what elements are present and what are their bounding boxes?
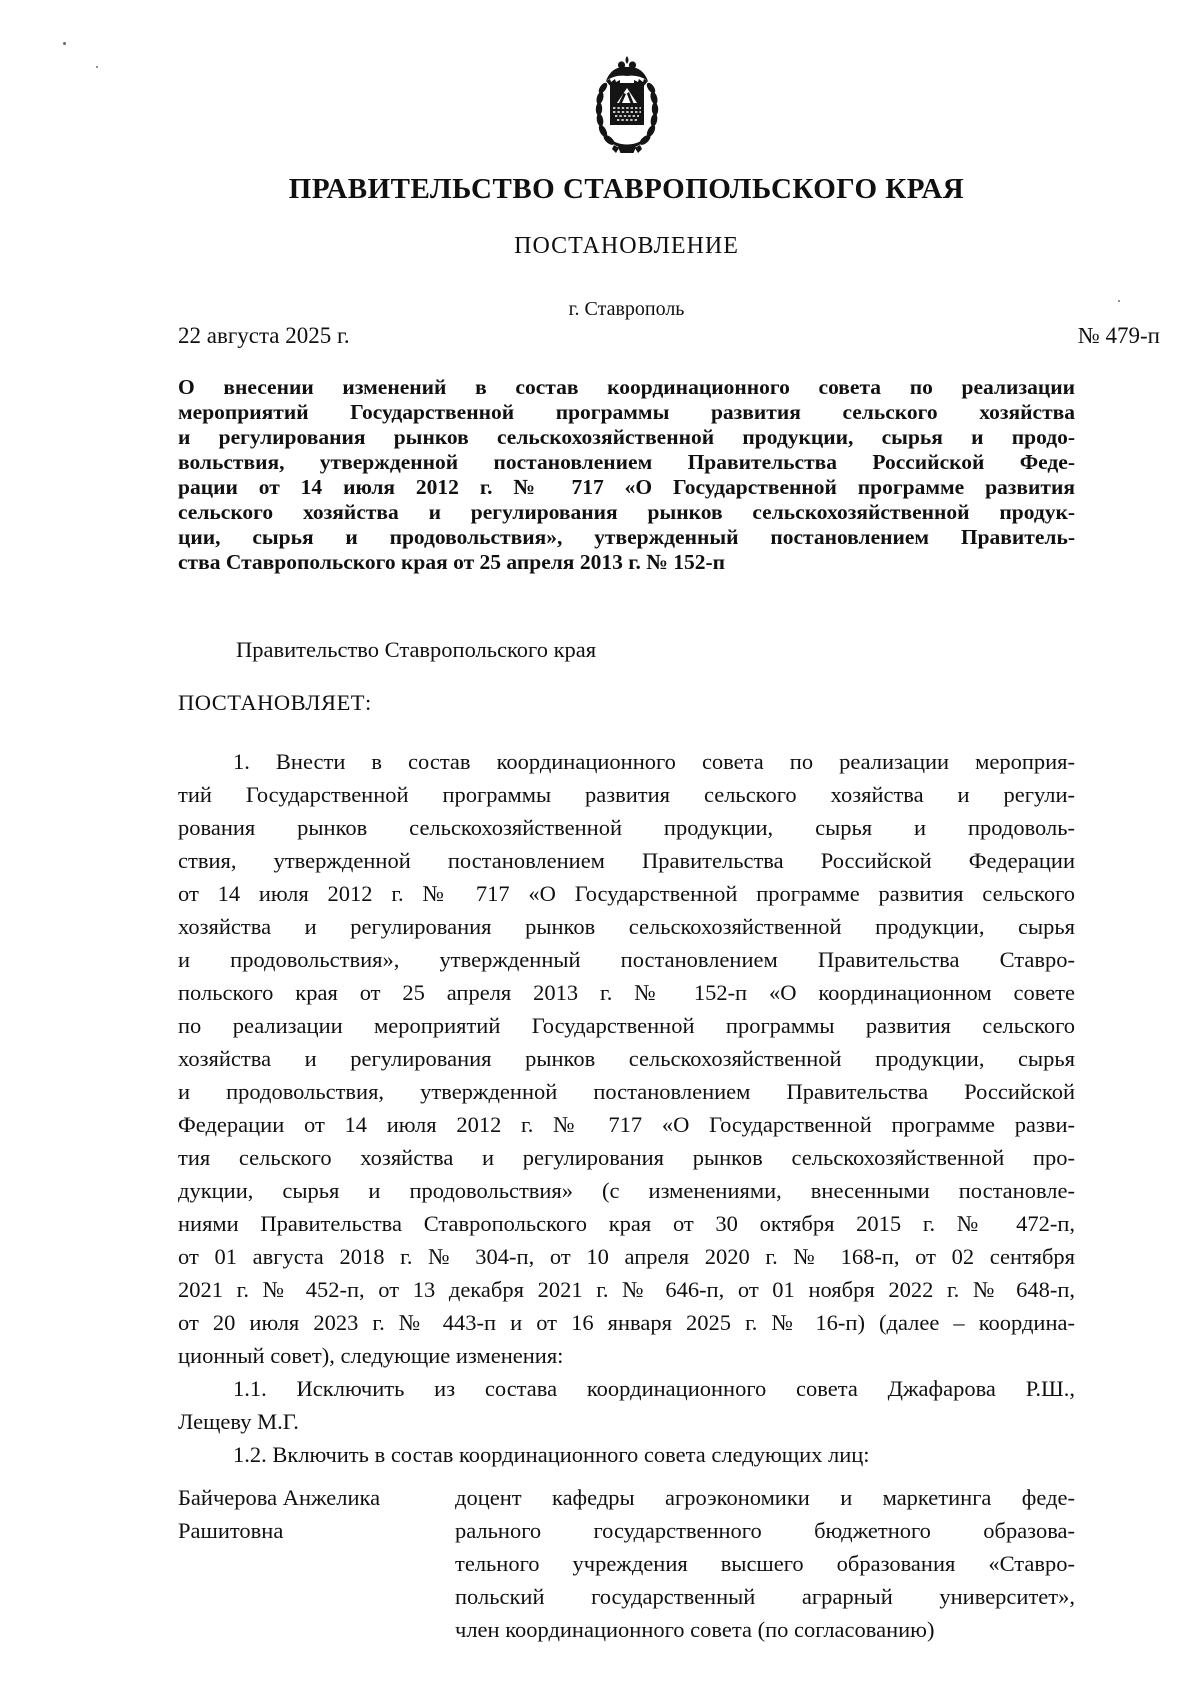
text-line: член координационного совета (по согласованию) <box>455 1617 935 1642</box>
date-number-row <box>178 323 1160 349</box>
text-line: польского края от 25 апреля 2013 г. № 152-п «О координационном совете <box>178 980 1075 1005</box>
scan-speck <box>1118 300 1120 302</box>
text-line: дукции, сырья и продовольствия» (с изменениями, внесенными постановле- <box>178 1178 1075 1203</box>
scan-speck <box>63 42 66 45</box>
document-number: № 479-п <box>1077 323 1160 348</box>
text-line: от 14 июля 2012 г. № 717 «О Государственной программе развития сельского <box>178 881 1075 906</box>
text-line: доцент кафедры агроэкономики и маркетинга феде- <box>455 1485 1075 1510</box>
text-line: и продовольствия, утвержденной постановлением Правительства Российской <box>178 1079 1075 1104</box>
text-line: Лещеву М.Г. <box>178 1409 299 1434</box>
text-line: 1. Внести в состав координационного совета по реализации мероприя- <box>233 749 1075 774</box>
text-line: ства Ставропольского края от 25 апреля 2013 г. № 152-п <box>178 550 726 574</box>
text-line: 1.1. Исключить из состава координационного совета Джафарова Р.Ш., <box>233 1376 1075 1401</box>
text-line: тий Государственной программы развития сельского хозяйства и регули- <box>178 782 1075 807</box>
text-line: польский государственный аграрный университет», <box>455 1584 1075 1609</box>
text-line: хозяйства и регулирования рынков сельскохозяйственной продукции, сырья <box>178 1046 1075 1071</box>
text-line: и продовольствия», утвержденный постановлением Правительства Ставро- <box>178 947 1075 972</box>
member-name <box>178 1481 455 1646</box>
document-type: ПОСТАНОВЛЕНИЕ <box>514 233 739 259</box>
text-line: и регулирования рынков сельскохозяйственной продукции, сырья и продо- <box>178 425 1075 449</box>
member-row <box>178 1481 1075 1646</box>
text-line: вольствия, утвержденной постановлением Правительства Российской Феде- <box>178 450 1075 474</box>
text-line: ции, сырья и продовольствия», утвержденный постановлением Правитель- <box>178 525 1075 549</box>
issuing-authority: ПРАВИТЕЛЬСТВО СТАВРОПОЛЬСКОГО КРАЯ <box>288 173 965 205</box>
issue-date: 22 августа 2025 г. <box>178 323 350 348</box>
text-line: тия сельского хозяйства и регулирования рынков сельскохозяйственной про- <box>178 1145 1075 1170</box>
text-line: Байчерова Анжелика <box>178 1485 381 1510</box>
member-position <box>455 1481 1075 1646</box>
document-title <box>178 375 1075 575</box>
text-line: от 20 июля 2023 г. № 443-п и от 16 января 2025 г. № 16-п) (далее – координа- <box>178 1310 1075 1335</box>
text-line: рования рынков сельскохозяйственной продукции, сырья и продоволь- <box>178 815 1075 840</box>
text-line: мероприятий Государственной программы развития сельского хозяйства <box>178 400 1075 424</box>
text-line: рации от 14 июля 2012 г. № 717 «О Государственной программе развития <box>178 475 1075 499</box>
resolves-label: ПОСТАНОВЛЯЕТ: <box>178 690 372 715</box>
text-line: ционный совет), следующие изменения: <box>178 1343 564 1368</box>
text-line: 2021 г. № 452-п, от 13 декабря 2021 г. № 646-п, от 01 ноября 2022 г. № 648-п, <box>178 1277 1075 1302</box>
paragraph-1-1 <box>178 1372 1075 1438</box>
document-content <box>178 0 1160 1646</box>
stavropol-krai-coat-of-arms-icon <box>584 55 670 157</box>
text-line: рального государственного бюджетного образова- <box>455 1518 1075 1543</box>
text-line: ниями Правительства Ставропольского края от 30 октября 2015 г. № 472-п, <box>178 1211 1075 1236</box>
text-line: от 01 августа 2018 г. № 304-п, от 10 апреля 2020 г. № 168-п, от 02 сентября <box>178 1244 1075 1269</box>
paragraph-1-2 <box>178 1438 1075 1471</box>
preamble: Правительство Ставропольского края <box>236 637 597 662</box>
text-line: ствия, утвержденной постановлением Правительства Российской Федерации <box>178 848 1075 873</box>
scan-speck <box>96 66 98 68</box>
text-line: О внесении изменений в состав координационного совета по реализации <box>178 375 1075 399</box>
text-line: сельского хозяйства и регулирования рынков сельскохозяйственной продук- <box>178 500 1075 524</box>
text-line: Рашитовна <box>178 1518 284 1543</box>
text-line: по реализации мероприятий Государственной программы развития сельского <box>178 1013 1075 1038</box>
text-line: Федерации от 14 июля 2012 г. № 717 «О Государственной программе разви- <box>178 1112 1075 1137</box>
text-line: 1.2. Включить в состав координационного совета следующих лиц: <box>233 1442 870 1467</box>
paragraph-1 <box>178 745 1075 1372</box>
text-line: хозяйства и регулирования рынков сельскохозяйственной продукции, сырья <box>178 914 1075 939</box>
text-line: тельного учреждения высшего образования «Ставро- <box>455 1551 1075 1576</box>
issue-place: г. Ставрополь <box>568 298 685 320</box>
